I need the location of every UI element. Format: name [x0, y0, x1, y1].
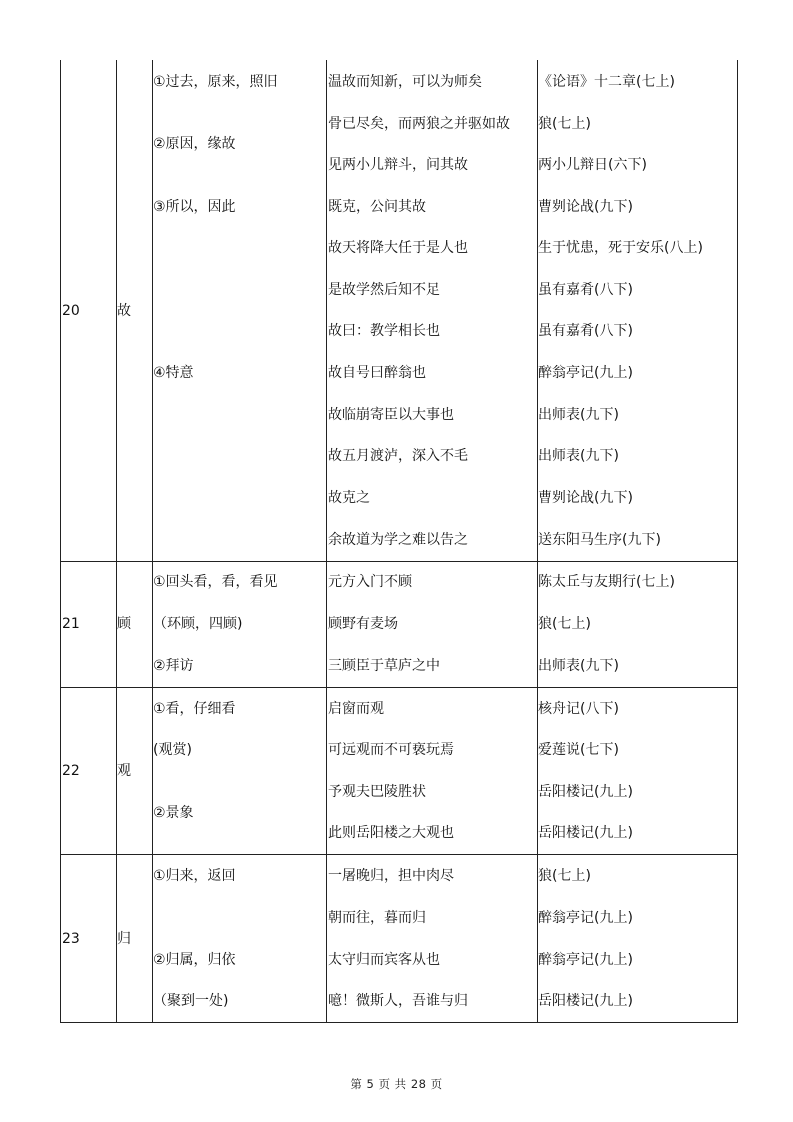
source-text: 醉翁亭记(九上): [538, 365, 633, 381]
entry-number: 20: [62, 303, 80, 319]
example-sentence: 元方入门不顾: [328, 574, 412, 590]
example-sentence: 一屠晚归，担中肉尽: [328, 868, 454, 884]
example-sentence: 骨已尽矣，而两狼之并驱如故: [328, 116, 510, 132]
example-sentence: 余故道为学之难以告之: [328, 532, 468, 548]
entry-number: 23: [62, 931, 80, 947]
page-footer: 第 5 页 共 28 页: [350, 1077, 443, 1091]
entry-character: 故: [117, 303, 131, 319]
example-sentence: 可远观而不可亵玩焉: [328, 742, 454, 758]
meaning: （聚到一处): [153, 993, 229, 1009]
row-divider: [60, 561, 738, 562]
source-text: 《论语》十二章(七上): [538, 74, 675, 90]
example-sentence: 既克，公问其故: [328, 199, 426, 215]
source-text: 虽有嘉肴(八下): [538, 323, 633, 339]
meaning: ②景象: [153, 805, 194, 821]
example-sentence: 故五月渡泸，深入不毛: [328, 448, 468, 464]
source-text: 两小儿辩日(六下): [538, 157, 647, 173]
meaning: ①看，仔细看: [153, 701, 236, 717]
entry-character: 顾: [117, 616, 131, 632]
grid-line: [60, 60, 61, 1023]
meaning: ②原因，缘故: [153, 136, 236, 152]
example-sentence: 故曰：教学相长也: [328, 323, 440, 339]
example-sentence: 启窗而观: [328, 701, 384, 717]
source-text: 岳阳楼记(九上): [538, 825, 633, 841]
example-sentence: 朝而往，暮而归: [328, 910, 426, 926]
source-text: 醉翁亭记(九上): [538, 952, 633, 968]
source-text: 送东阳马生序(九下): [538, 532, 661, 548]
example-sentence: 此则岳阳楼之大观也: [328, 825, 454, 841]
meaning: ④特意: [153, 365, 194, 381]
row-divider: [60, 1022, 738, 1023]
example-sentence: 见两小儿辩斗，问其故: [328, 157, 468, 173]
entry-character: 观: [117, 763, 131, 779]
grid-line: [326, 60, 327, 1023]
example-sentence: 故临崩寄臣以大事也: [328, 407, 454, 423]
source-text: 出师表(九下): [538, 448, 619, 464]
meaning: ③所以，因此: [153, 199, 236, 215]
example-sentence: 太守归而宾客从也: [328, 952, 440, 968]
source-text: 陈太丘与友期行(七上): [538, 574, 675, 590]
source-text: 核舟记(八下): [538, 701, 619, 717]
source-text: 狼(七上): [538, 116, 591, 132]
vocabulary-table: [60, 60, 738, 1023]
source-text: 虽有嘉肴(八下): [538, 282, 633, 298]
example-sentence: 是故学然后知不足: [328, 282, 440, 298]
meaning: ①归来，返回: [153, 868, 236, 884]
source-text: 曹刿论战(九下): [538, 199, 633, 215]
source-text: 狼(七上): [538, 868, 591, 884]
meaning: (观赏): [153, 742, 192, 758]
source-text: 爱莲说(七下): [538, 742, 619, 758]
grid-line: [116, 60, 117, 1023]
example-sentence: 温故而知新，可以为师矣: [328, 74, 482, 90]
meaning: ①过去，原来，照旧: [153, 74, 278, 90]
source-text: 狼(七上): [538, 616, 591, 632]
row-divider: [60, 687, 738, 688]
example-sentence: 予观夫巴陵胜状: [328, 784, 426, 800]
meaning: ①回头看，看，看见: [153, 574, 278, 590]
example-sentence: 噫！微斯人，吾谁与归: [328, 993, 468, 1009]
source-text: 岳阳楼记(九上): [538, 784, 633, 800]
source-text: 生于忧患，死于安乐(八上): [538, 240, 703, 256]
meaning: ②归属，归依: [153, 952, 236, 968]
meaning: ②拜访: [153, 658, 194, 674]
source-text: 出师表(九下): [538, 658, 619, 674]
source-text: 曹刿论战(九下): [538, 490, 633, 506]
source-text: 出师表(九下): [538, 407, 619, 423]
entry-character: 归: [117, 931, 131, 947]
source-text: 醉翁亭记(九上): [538, 910, 633, 926]
example-sentence: 故克之: [328, 490, 370, 506]
example-sentence: 三顾臣于草庐之中: [328, 658, 440, 674]
row-divider: [60, 854, 738, 855]
grid-line: [737, 60, 738, 1023]
entry-number: 22: [62, 763, 80, 779]
example-sentence: 顾野有麦场: [328, 616, 398, 632]
entry-number: 21: [62, 616, 80, 632]
example-sentence: 故自号曰醉翁也: [328, 365, 426, 381]
example-sentence: 故天将降大任于是人也: [328, 240, 468, 256]
meaning: （环顾，四顾): [153, 616, 243, 632]
source-text: 岳阳楼记(九上): [538, 993, 633, 1009]
